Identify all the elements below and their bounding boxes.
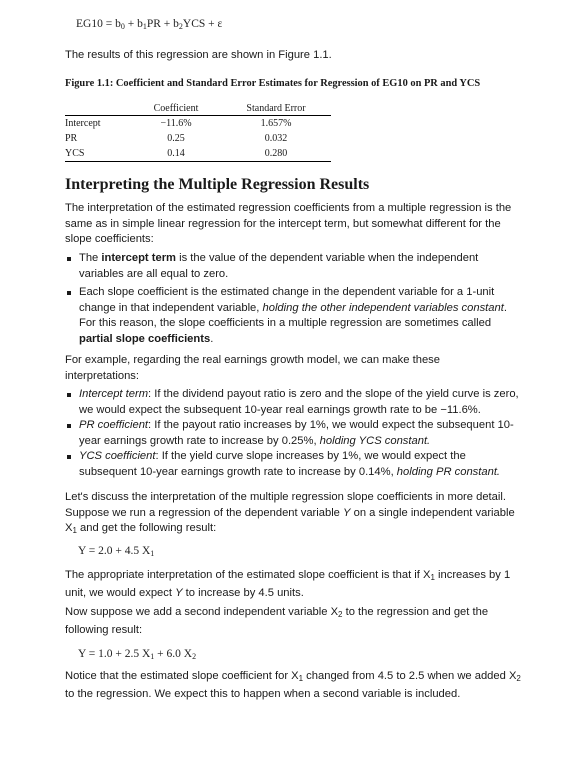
table-cell: −11.6%	[160, 118, 192, 129]
table-header	[65, 101, 131, 116]
table-cell: PR	[65, 133, 78, 144]
paragraph-example: For example, regarding the real earnings growth model, we can make these interpretations:	[65, 354, 440, 382]
table-cell: 0.14	[131, 146, 221, 162]
list-item: Each slope coefficient is the estimated change in the dependent variable for a 1-unit change in that independent variable, holding the other independent variables constant. For this reason, the slope coefficients in a multiple regression are sometimes called partial slope coefficients.	[65, 285, 525, 347]
table-row	[65, 116, 331, 132]
paragraph-discussion: Let's discuss the interpretation of the multiple regression slope coefficients in more detail. Suppose we run a regression of the dependent variable Y on a single independent variable $X_1$ and get the following result:	[65, 491, 515, 535]
example-bullets	[65, 387, 525, 480]
list-item: Intercept term: If the dividend payout ratio is zero and the slope of the yield curve is zero, we would expect the subsequent 10-year real earnings growth rate to be −11.6%.	[65, 387, 525, 418]
table-cell: 0.25	[167, 133, 185, 144]
table-cell: 1.657%	[260, 118, 292, 129]
equation-simple: Y = 2.0 + 4.5 $X_1$	[78, 545, 155, 558]
list-item: YCS coefficient: If the yield curve slope increases by 1%, we would expect the subsequent 10-year earnings growth rate to increase by 0.14%, holding PR constant.	[65, 449, 525, 480]
list-item: The intercept term is the value of the dependent variable when the independent variables are all equal to zero.	[65, 251, 525, 282]
table-cell: 0.280	[221, 146, 331, 162]
intro-text: The results of this regression are shown in Figure 1.1.	[65, 49, 332, 61]
table-header: Standard Error	[221, 101, 331, 116]
table-row	[65, 131, 331, 146]
equation-multiple: Y = 1.0 + 2.5 $X_1 + 6.0$ $X_2$	[78, 648, 197, 661]
table-header: Coefficient	[131, 101, 221, 116]
figure-title: Figure 1.1: Coefficient and Standard Error Estimates for Regression of EG10 on PR and YCS	[65, 78, 481, 89]
paragraph-second-variable: Now suppose we add a second independent variable $X_2$ to the regression and get the following result:	[65, 606, 489, 636]
table-cell: Intercept	[65, 118, 101, 129]
table-header-row	[65, 101, 331, 116]
table-cell: 0.032	[264, 133, 288, 144]
regression-equation: $EG10 = b_0 + b_1PR + b_2YCS + \varepsilon$	[76, 18, 223, 31]
list-item: PR coefficient: If the payout ratio increases by 1%, we would expect the subsequent 10-year earnings growth rate to increase by 0.25%, holding YCS constant.	[65, 418, 525, 449]
table-cell: YCS	[65, 146, 131, 162]
paragraph-notice: Notice that the estimated slope coefficient for $X_1$ changed from 4.5 to 2.5 when we added $X_2$ to the regression. We expect this to happen when a second variable is included.	[65, 670, 521, 700]
section-heading: Interpreting the Multiple Regression Results	[65, 176, 370, 193]
table-row	[65, 146, 331, 162]
interpretation-bullets	[65, 251, 525, 347]
paragraph-slope-interpretation: The appropriate interpretation of the estimated slope coefficient is that if $X_1$ increases by 1 unit, we would expect Y to increase by 4.5 units.	[65, 569, 511, 599]
coefficient-table	[65, 101, 331, 162]
paragraph-interpretation: The interpretation of the estimated regression coefficients from a multiple regression is the same as in simple linear regression for the intercept term, but somewhat different for the slope coefficients:	[65, 202, 512, 245]
